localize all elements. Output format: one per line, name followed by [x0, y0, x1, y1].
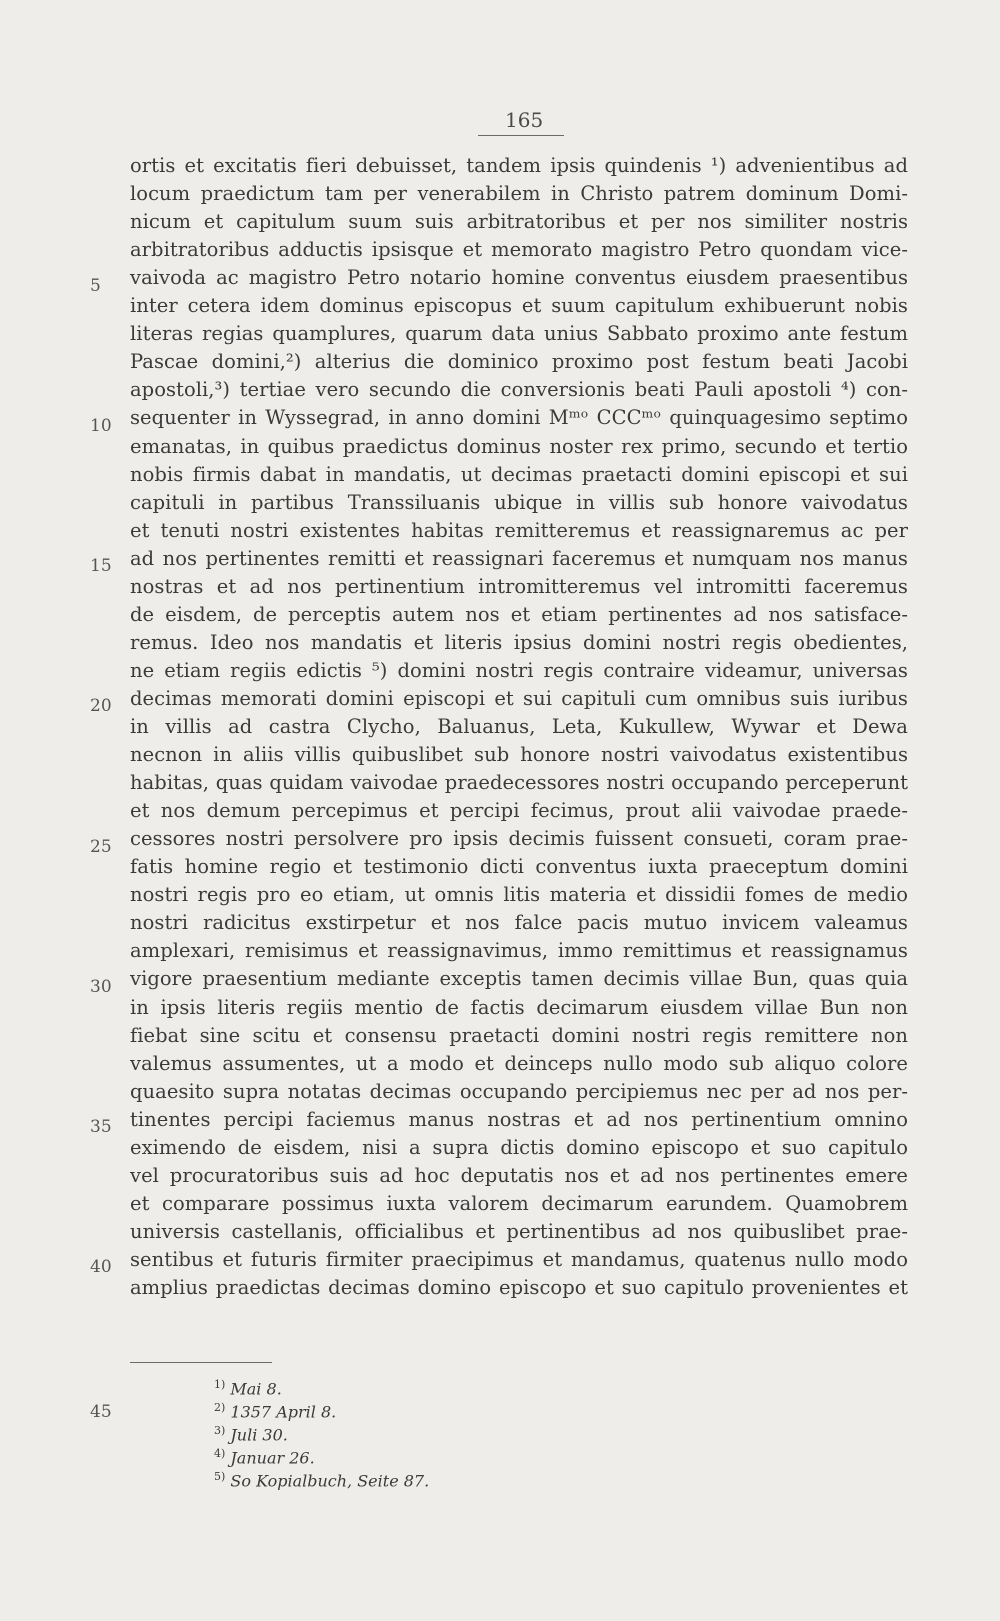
line-number: 5 — [90, 275, 101, 296]
text-line: fatis homine regio et testimonio dicti conventus iuxta praeceptum domini — [130, 855, 908, 879]
footnote-rule — [130, 1362, 272, 1363]
page-number: 165 — [505, 108, 544, 132]
line-number: 25 — [90, 836, 112, 857]
text-line: quaesito supra notatas decimas occupando percipiemus nec per ad nos per- — [130, 1079, 908, 1103]
text-line: eximendo de eisdem, nisi a supra dictis domino episcopo et suo capitulo — [130, 1135, 908, 1159]
footnote-marker: 1) — [214, 1378, 226, 1391]
text-line: ne etiam regiis edictis ⁵) domini nostri regis contraire videamur, universas — [130, 658, 908, 682]
footnote-text: 1357 April 8. — [225, 1402, 337, 1422]
text-line: nostri radicitus exstirpetur et nos falce pacis mutuo invicem valeamus — [130, 911, 908, 935]
text-line: amplexari, remisimus et reassignavimus, immo remittimus et reassignamus — [130, 939, 908, 963]
text-line: literas regias quamplures, quarum data unius Sabbato proximo ante festum — [130, 322, 908, 346]
text-line: vaivoda ac magistro Petro notario homine conventus eiusdem praesentibus — [130, 266, 908, 290]
line-number: 30 — [90, 976, 112, 997]
text-line: valemus assumentes, ut a modo et deinceps nullo modo sub aliquo colore — [130, 1051, 908, 1075]
text-line: ad nos pertinentes remitti et reassignari faceremus et numquam nos manus — [130, 546, 908, 570]
text-line: amplius praedictas decimas domino episcopo et suo capitulo provenientes et — [130, 1276, 908, 1299]
line-number: 45 — [90, 1402, 112, 1422]
text-line: capituli in partibus Transsiluanis ubique in villis sub honore vaivodatus — [130, 490, 908, 514]
text-line: et tenuti nostri existentes habitas remitteremus et reassignaremus ac per — [130, 518, 908, 542]
text-line: de eisdem, de perceptis autem nos et etiam pertinentes ad nos satisface- — [130, 602, 908, 626]
text-line: remus. Ideo nos mandatis et literis ipsius domini nostri regis obedientes, — [130, 630, 908, 654]
text-line: et comparare possimus iuxta valorem decimarum earundem. Quamobrem — [130, 1191, 908, 1215]
text-line: necnon in aliis villis quibuslibet sub honore nostri vaivodatus existentibus — [130, 743, 908, 767]
line-number: 15 — [90, 556, 112, 576]
text-line: vigore praesentium mediante exceptis tamen decimis villae Bun, quas quia — [130, 967, 908, 991]
line-number: 20 — [90, 696, 112, 716]
text-line: in villis ad castra Clycho, Baluanus, Leta, Kukullew, Wywar et Dewa — [130, 715, 908, 738]
text-line: in ipsis literis regiis mentio de factis decimarum eiusdem villae Bun non — [130, 995, 908, 1019]
text-line: nobis firmis dabat in mandatis, ut decimas praetacti domini episcopi et sui — [130, 462, 908, 486]
text-line: fiebat sine scitu et consensu praetacti domini nostri regis remittere non — [130, 1023, 908, 1047]
text-line: ortis et excitatis fieri debuisset, tandem ipsis quindenis ¹) advenientibus ad — [130, 154, 908, 177]
text-line: vel procuratoribus suis ad hoc deputatis nos et ad nos pertinentes emere — [130, 1163, 908, 1187]
footnote-marker: 4) — [214, 1447, 226, 1460]
footnote-marker: 2) — [214, 1401, 226, 1414]
footnote-text: Mai 8. — [225, 1379, 282, 1399]
text-line: habitas, quas quidam vaivodae praedecessores nostri occupando perceperunt — [130, 771, 908, 795]
text-line: nostras et ad nos pertinentium intromitteremus vel intromitti faceremus — [130, 574, 908, 598]
text-line: arbitratoribus adductis ipsisque et memorato magistro Petro quondam vice- — [130, 238, 908, 262]
text-line: tinentes percipi faciemus manus nostras et ad nos pertinentium omnino — [130, 1107, 908, 1131]
text-line: cessores nostri persolvere pro ipsis decimis fuissent consueti, coram prae- — [130, 827, 908, 851]
text-line: nicum et capitulum suum suis arbitratoribus et per nos similiter nostris — [130, 210, 908, 234]
text-line: locum praedictum tam per venerabilem in Christo patrem dominum Domi- — [130, 182, 908, 206]
text-line: decimas memorati domini episcopi et sui capituli cum omnibus suis iuribus — [130, 686, 908, 710]
footnote — [214, 1465, 429, 1492]
text-line: Pascae domini,²) alterius die dominico proximo post festum beati Jacobi — [130, 350, 908, 374]
line-number: 40 — [90, 1257, 112, 1278]
text-line: universis castellanis, officialibus et pertinentibus ad nos quibuslibet prae- — [130, 1219, 908, 1243]
footnote-marker: 3) — [214, 1424, 226, 1437]
footnote-text: Januar 26. — [225, 1448, 315, 1468]
text-line: inter cetera idem dominus episcopus et suum capitulum exhibuerunt nobis — [130, 294, 908, 318]
footnote-marker: 5) — [214, 1470, 226, 1483]
text-line: apostoli,³) tertiae vero secundo die conversionis beati Pauli apostoli ⁴) con- — [130, 378, 908, 402]
line-number: 35 — [90, 1117, 112, 1137]
text-line: sequenter in Wyssegrad, in anno domini Mᵐᵒ CCCᵐᵒ quinquagesimo septimo — [130, 406, 908, 430]
text-line: sentibus et futuris firmiter praecipimus et mandamus, quatenus nullo modo — [130, 1247, 908, 1271]
text-line: et nos demum percepimus et percipi fecimus, prout alii vaivodae praede- — [130, 799, 908, 823]
text-line: emanatas, in quibus praedictus dominus noster rex primo, secundo et tertio — [130, 434, 908, 458]
footnote-text: Juli 30. — [225, 1425, 288, 1445]
footnote-text: So Kopialbuch, Seite 87. — [225, 1471, 430, 1491]
page-number-rule — [478, 135, 564, 136]
text-line: nostri regis pro eo etiam, ut omnis litis materia et dissidii fomes de medio — [130, 883, 908, 907]
line-number: 10 — [90, 415, 112, 436]
